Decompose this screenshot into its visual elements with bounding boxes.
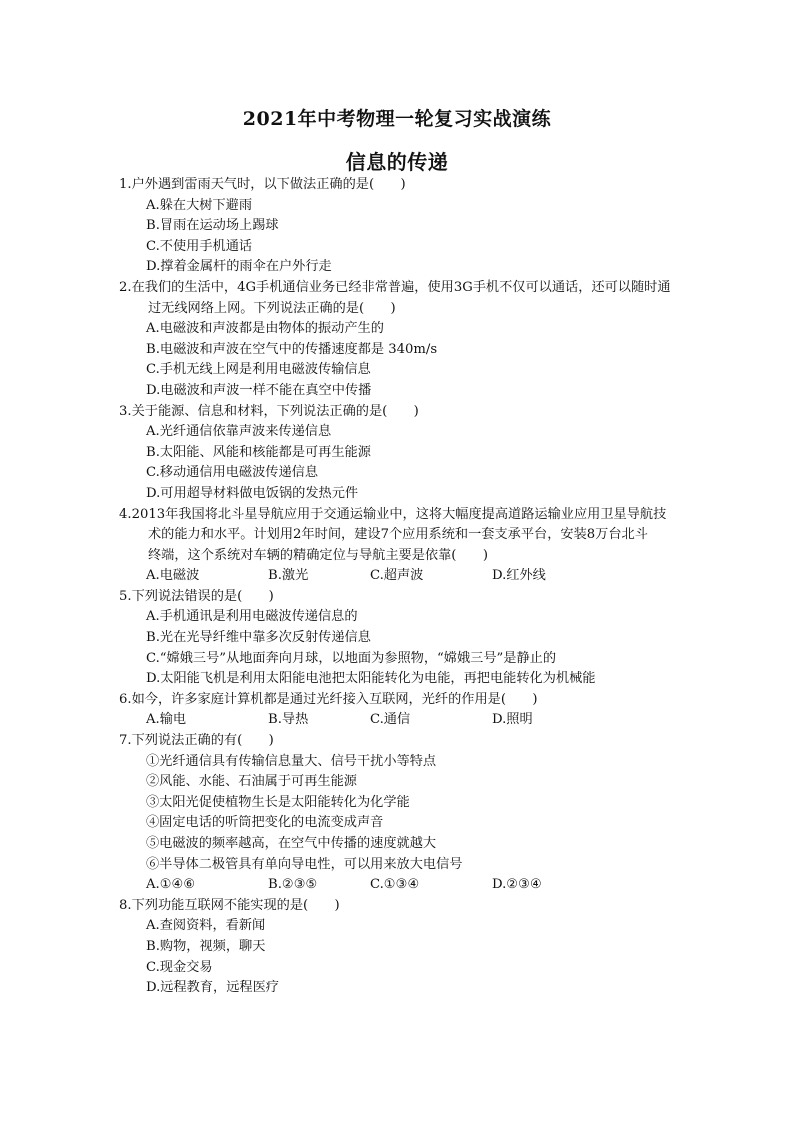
question-stem: 1.户外遇到雷雨天气时，以下做法正确的是( ) — [119, 177, 406, 192]
page-title: 2021年中考物理一轮复习实战演练 — [242, 108, 552, 130]
question-item — [119, 731, 709, 896]
answer-option: ②风能、水能、石油属于可再生能源 — [146, 774, 357, 790]
question-stem-continued: 终端，这个系统对车辆的精确定位与导航主要是依靠( ) — [148, 547, 488, 563]
question-item — [119, 402, 709, 505]
answer-option: C.手机无线上网是利用电磁波传输信息 — [146, 362, 371, 378]
question-stem: 5.下列说法错误的是( ) — [119, 588, 274, 604]
answer-option: ⑤电磁波的频率越高，在空气中传播的速度就越大 — [146, 836, 437, 851]
answer-option: D.太阳能飞机是利用太阳能电池把太阳能转化为电能，再把电能转化为机械能 — [146, 671, 596, 687]
answer-option: ④固定电话的听筒把变化的电流变成声音 — [146, 815, 384, 831]
answer-option: A.查阅资料，看新闻 — [146, 918, 266, 934]
answer-option: D.撑着金属杆的雨伞在户外行走 — [146, 259, 332, 275]
answer-option: C.移动通信用电磁波传递信息 — [146, 465, 319, 481]
answer-option: C.不使用手机通话 — [146, 238, 253, 254]
answer-option: C.超声波 — [370, 568, 424, 584]
answer-option: D.照明 — [492, 712, 533, 728]
question-item — [119, 587, 709, 690]
question-item — [119, 896, 709, 999]
question-stem: 3.关于能源、信息和材料，下列说法正确的是( ) — [119, 403, 419, 419]
answer-option: D.远程教育，远程医疗 — [146, 980, 279, 996]
answer-option: A.电磁波 — [146, 568, 200, 584]
answer-option: C.①③④ — [370, 877, 420, 893]
question-stem-continued: 过无线网络上网。下列说法正确的是( ) — [148, 300, 396, 316]
answer-option: B.冒雨在运动场上踢球 — [146, 218, 279, 234]
answer-option: A.光纤通信依靠声波来传递信息 — [146, 424, 332, 440]
question-stem: 4.2013年我国将北斗星导航应用于交通运输业中，这将大幅度提高道路运输业应用卫星导航技 — [119, 506, 667, 522]
answer-option: A.电磁波和声波都是由物体的振动产生的 — [146, 321, 384, 337]
question-item — [119, 505, 709, 587]
answer-option: B.导热 — [268, 712, 309, 728]
question-stem: 8.下列功能互联网不能实现的是( ) — [119, 897, 340, 913]
answer-option: D.可用超导材料做电饭锅的发热元件 — [146, 485, 359, 501]
answer-option: A.输电 — [146, 712, 187, 728]
question-list — [119, 175, 709, 999]
answer-option: ③太阳光促使植物生长是太阳能转化为化学能 — [146, 794, 410, 810]
answer-option: A.躲在大树下避雨 — [146, 197, 253, 213]
answer-option: ⑥半导体二极管具有单向导电性，可以用来放大电信号 — [146, 856, 463, 872]
answer-option: D.电磁波和声波一样不能在真空中传播 — [146, 382, 372, 398]
answer-option: B.激光 — [268, 568, 309, 584]
question-item — [119, 690, 709, 731]
question-stem: 6.如今，许多家庭计算机都是通过光纤接入互联网，光纤的作用是( ) — [119, 691, 538, 707]
question-stem: 7.下列说法正确的有( ) — [119, 733, 274, 749]
answer-option: D.红外线 — [492, 568, 546, 584]
question-item — [119, 278, 709, 402]
answer-option: A.手机通讯是利用电磁波传递信息的 — [146, 609, 358, 625]
question-stem: 2.在我们的生活中，4G手机通信业务已经非常普遍，使用3G手机不仅可以通话，还可以随时通 — [119, 279, 671, 295]
answer-option: D.②③④ — [492, 877, 542, 893]
answer-option: B.电磁波和声波在空气中的传播速度都是 340m/s — [146, 341, 438, 357]
answer-option: C.“嫦娥三号”从地面奔向月球，以地面为参照物，“嫦娥三号”是静止的 — [146, 650, 557, 666]
answer-options-row — [119, 566, 709, 587]
answer-options-row — [119, 875, 709, 896]
answer-option: ①光纤通信具有传输信息量大、信号干扰小等特点 — [146, 753, 437, 769]
question-stem-continued: 术的能力和水平。计划用2年时间，建设7个应用系统和一套支承平台，安装8万台北斗 — [148, 527, 648, 543]
page-subtitle: 信息的传递 — [345, 150, 449, 174]
answer-option: B.②③⑤ — [268, 877, 318, 893]
answer-option: B.光在光导纤维中靠多次反射传递信息 — [146, 630, 371, 646]
answer-option: C.通信 — [370, 712, 411, 728]
answer-option: A.①④⑥ — [146, 877, 196, 893]
answer-option: C.现金交易 — [146, 959, 213, 975]
answer-option: B.购物，视频，聊天 — [146, 938, 266, 954]
question-item — [119, 175, 709, 278]
answer-options-row — [119, 710, 709, 731]
answer-option: B.太阳能、风能和核能都是可再生能源 — [146, 444, 371, 460]
